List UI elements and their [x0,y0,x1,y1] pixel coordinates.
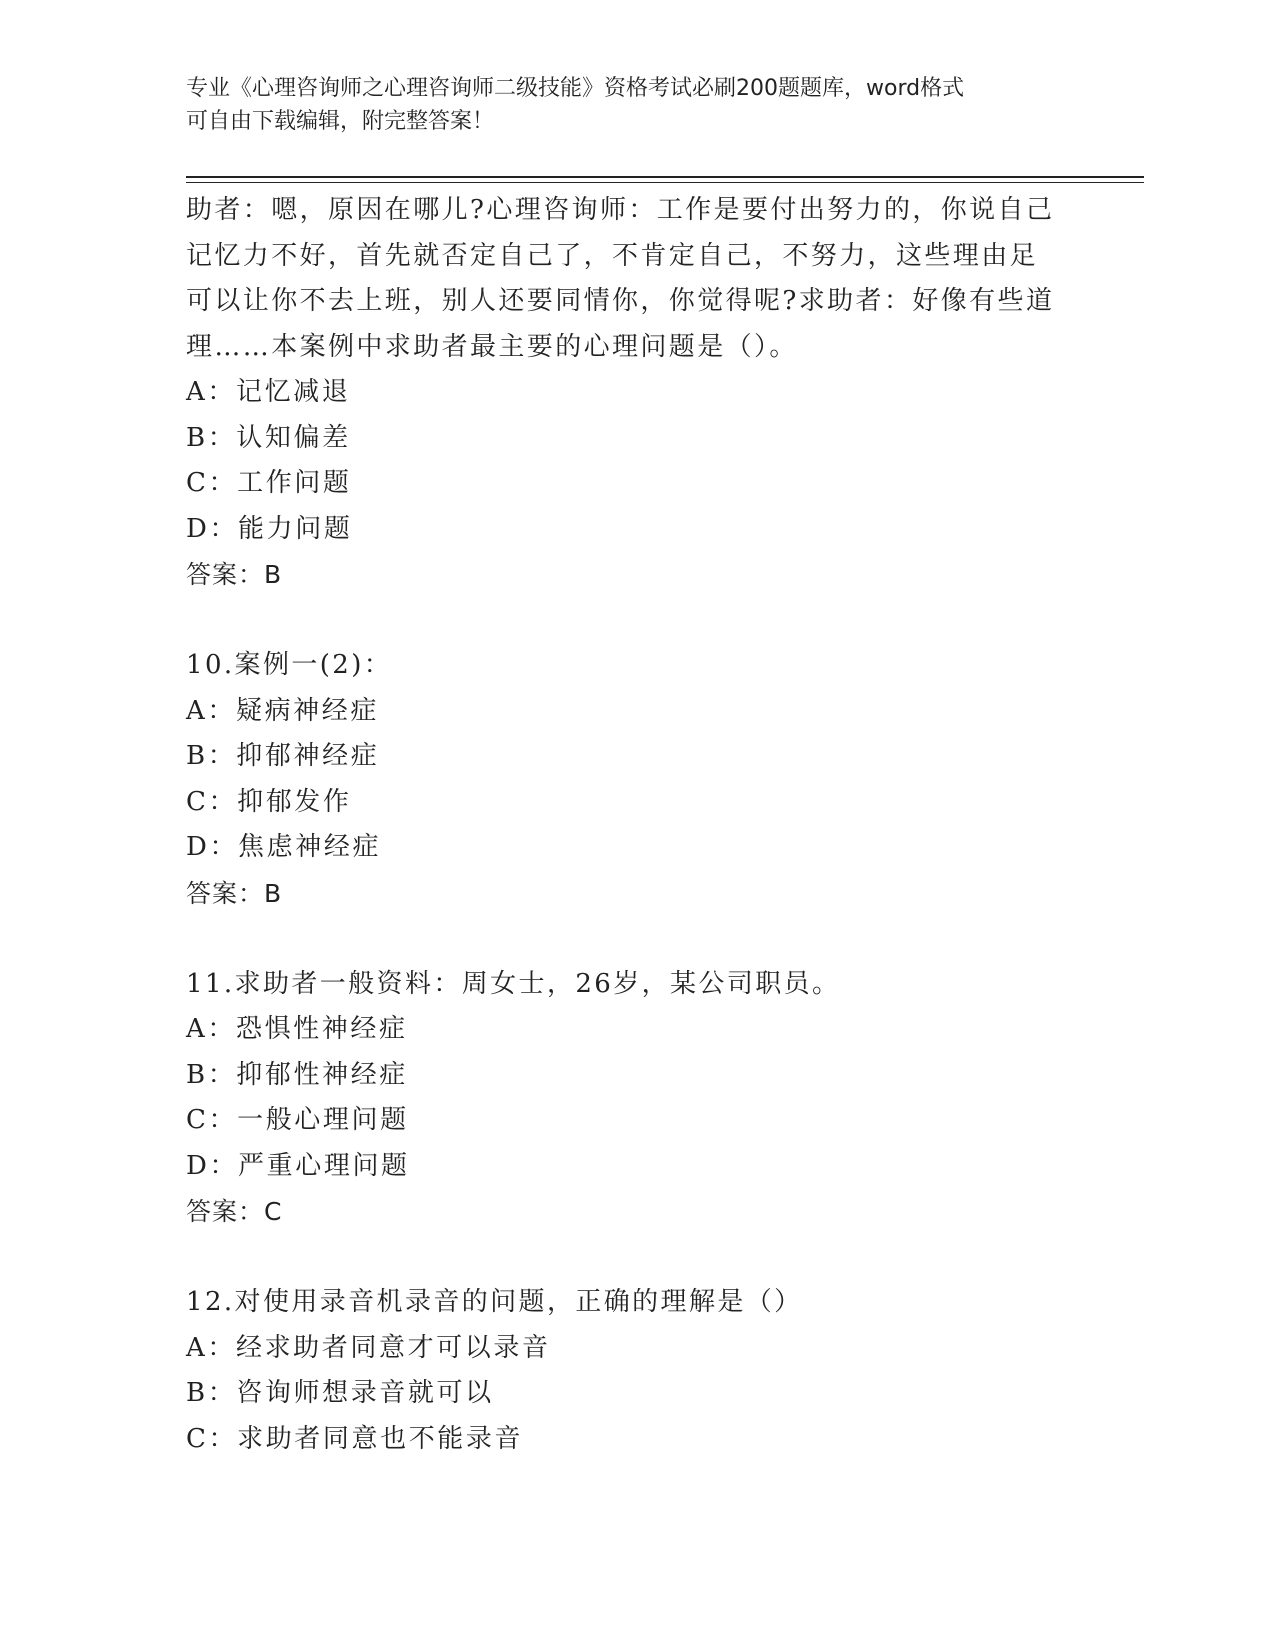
question-12 [186,1280,1066,1462]
option-c: C：工作问题 [186,468,352,498]
option-c: C：求助者同意也不能录音 [186,1423,524,1454]
header-divider-thin [186,182,1144,183]
option-a: A：记忆减退 [186,377,351,407]
option-d: D：严重心理问题 [186,1150,410,1181]
spacer [186,1235,1066,1281]
answer-line: 答案：B [186,560,283,589]
option-a: A：疑病神经症 [186,695,379,726]
question-list [186,188,1066,1462]
question-11 [186,962,1066,1235]
option-a: A：恐惧性神经症 [186,1014,408,1044]
answer-line: 答案：C [186,1197,283,1226]
option-a: A：经求助者同意才可以录音 [186,1332,551,1363]
question-title: 11.求助者一般资料：周女士，26岁，某公司职员。 [186,968,841,999]
spacer [186,598,1066,644]
document-header [186,72,1066,138]
option-b: B：认知偏差 [186,422,351,453]
question-10 [186,643,1066,916]
header-title-line-2: 可自由下载编辑，附完整答案！ [186,109,495,134]
header-title-line-1: 专业《心理咨询师之心理咨询师二级技能》资格考试必刷200题题库，word格式 [186,76,965,101]
option-d: D：焦虑神经症 [186,832,382,862]
option-d: D：能力问题 [186,513,353,544]
option-b: B：抑郁神经症 [186,741,380,771]
option-b: B：抑郁性神经症 [186,1059,408,1090]
option-c: C：一般心理问题 [186,1105,409,1135]
question-text-line: 理……本案例中求助者最主要的心理问题是（）。 [186,331,798,362]
question-text-line: 可以让你不去上班，别人还要同情你，你觉得呢?求助者：好像有些道 [186,286,1055,316]
question-title: 10.案例一(2)： [186,650,393,680]
question-text-line: 助者：嗯，原因在哪儿?心理咨询师：工作是要付出努力的，你说自己 [186,195,1055,225]
question-text-line: 记忆力不好，首先就否定自己了，不肯定自己，不努力，这些理由足 [186,240,1039,271]
header-divider-thick [186,176,1144,178]
question-title: 12.对使用录音机录音的问题，正确的理解是（） [186,1287,803,1317]
option-b: B：咨询师想录音就可以 [186,1378,494,1408]
option-c: C：抑郁发作 [186,786,352,817]
question-9-continued [186,188,1066,598]
spacer [186,916,1066,962]
answer-line: 答案：B [186,878,283,908]
